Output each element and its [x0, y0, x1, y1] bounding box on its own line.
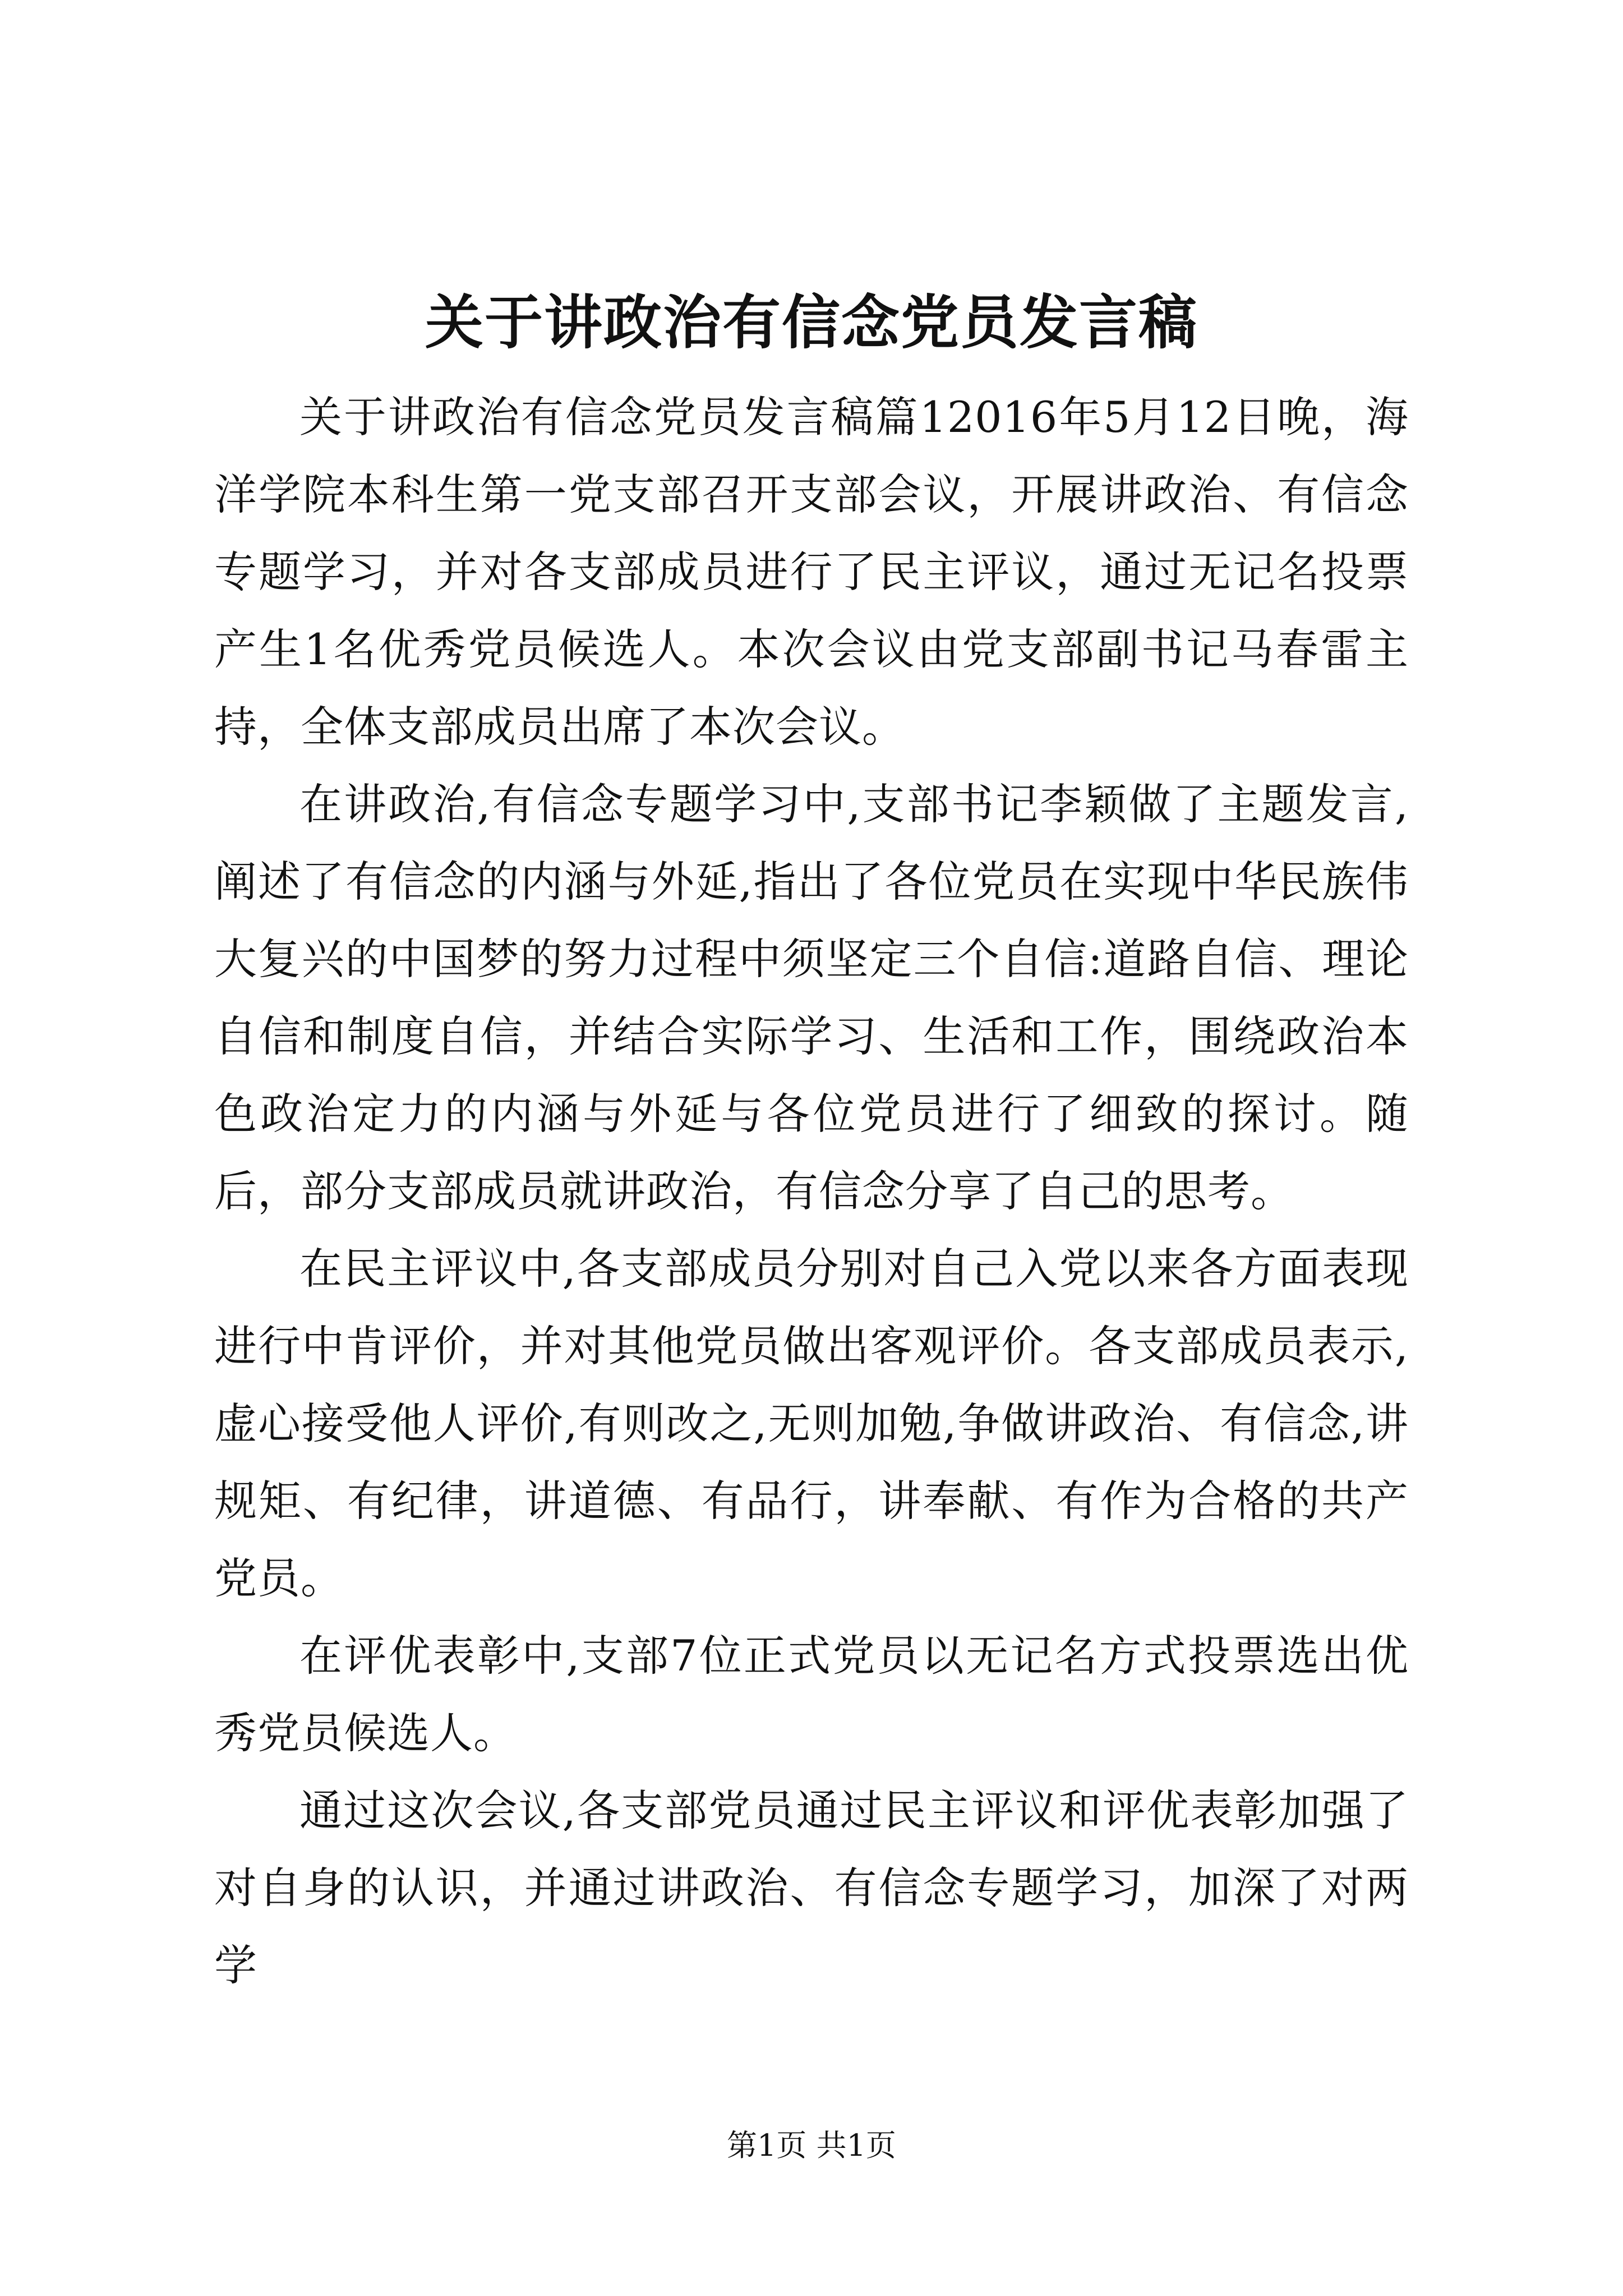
- paragraph-1: 关于讲政治有信念党员发言稿篇12016年5月12日晚，海洋学院本科生第一党支部召开支部会议，开展讲政治、有信念专题学习，并对各支部成员进行了民主评议，通过无记名投票产生1名优秀党员候选人。本次会议由党支部副书记马春雷主持，全体支部成员出席了本次会议。: [214, 392, 1409, 752]
- document-title: 关于讲政治有信念党员发言稿: [425, 288, 1198, 357]
- page-footer: 第1页 共1页: [727, 2128, 896, 2163]
- paragraph-4: 在评优表彰中,支部7位正式党员以无记名方式投票选出优秀党员候选人。: [214, 1631, 1409, 1758]
- paragraph-3: 在民主评议中,各支部成员分别对自己入党以来各方面表现进行中肯评价，并对其他党员做出客观评价。各支部成员表示,虚心接受他人评价,有则改之,无则加勉,争做讲政治、有信念,讲规矩、有纪律，讲道德、有品行，讲奉献、有作为合格的共产党员。: [214, 1244, 1409, 1603]
- document-body: [214, 379, 1409, 2004]
- paragraph-5: 通过这次会议,各支部党员通过民主评议和评优表彰加强了对自身的认识，并通过讲政治、有信念专题学习，加深了对两学: [214, 1786, 1409, 1990]
- paragraph-2: 在讲政治,有信念专题学习中,支部书记李颖做了主题发言,阐述了有信念的内涵与外延,指出了各位党员在实现中华民族伟大复兴的中国梦的努力过程中须坚定三个自信:道路自信、理论自信和制度自信，并结合实际学习、生活和工作，围绕政治本色政治定力的内涵与外延与各位党员进行了细致的探讨。随后，部分支部成员就讲政治，有信念分享了自己的思考。: [214, 779, 1409, 1216]
